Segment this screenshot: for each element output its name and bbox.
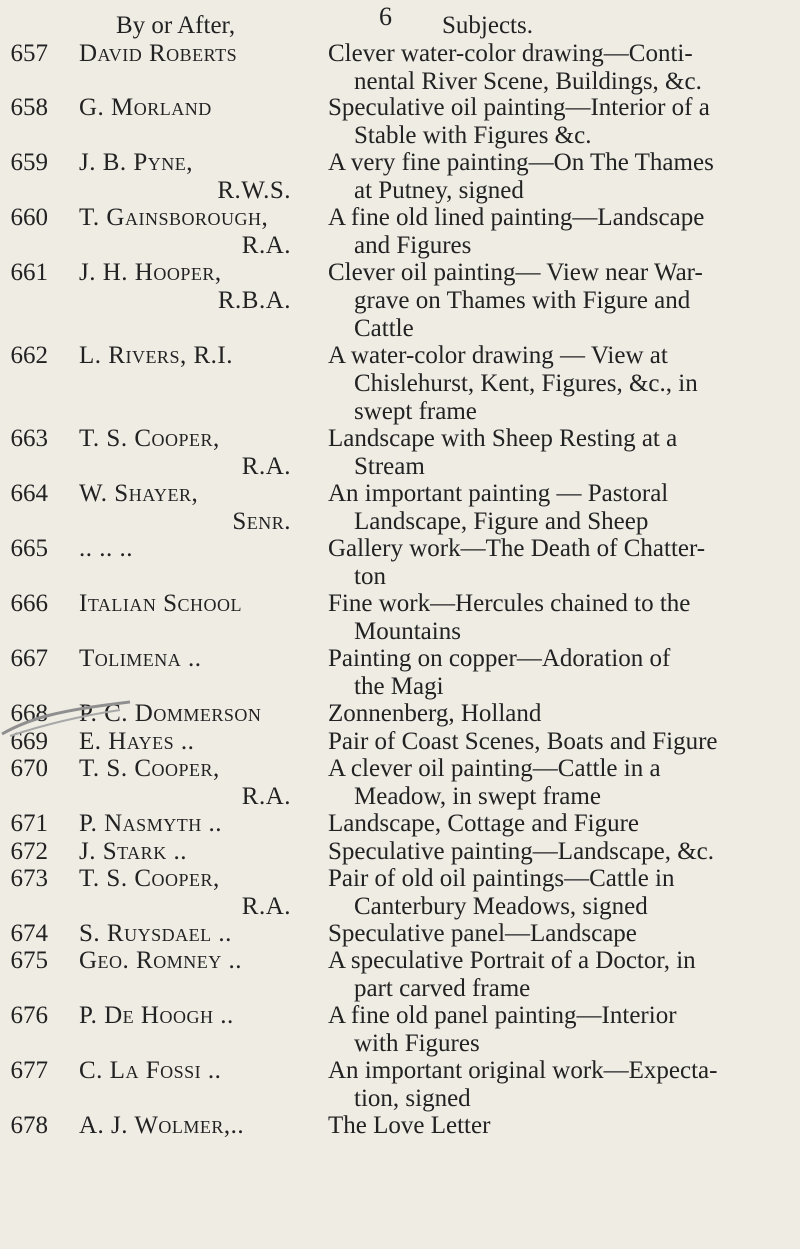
lot-number: 663 [10, 425, 48, 452]
subject-text [328, 865, 718, 921]
subject-text [328, 425, 718, 481]
subject-text [328, 1002, 718, 1058]
artist-name [79, 838, 307, 866]
artist-name [79, 149, 307, 205]
subject-line: Gallery work—The Death of Chatter- [328, 535, 706, 562]
artist-line: J. Stark .. [79, 838, 187, 865]
artist-name [79, 204, 307, 260]
subject-line: Speculative painting—Landscape, &c. [328, 838, 714, 865]
artist-name [79, 259, 307, 315]
artist-line: J. H. Hooper, [79, 259, 222, 286]
lot-number: 657 [10, 40, 48, 67]
lot-number: 665 [10, 535, 48, 562]
subject-text [328, 645, 718, 701]
subject-line: the Magi [354, 673, 444, 700]
subject-line: Meadow, in swept frame [354, 783, 601, 810]
lot-number: 659 [10, 149, 48, 176]
artist-name [79, 920, 307, 948]
subject-line: tion, signed [354, 1085, 471, 1112]
lot-number: 658 [10, 94, 48, 121]
subject-text [328, 590, 718, 646]
subject-line: Painting on copper—Adoration of [328, 645, 671, 672]
subject-line: Zonnenberg, Holland [328, 700, 542, 727]
header-by: By or After, [116, 12, 236, 39]
pencil-mark [0, 700, 140, 740]
subject-text [328, 920, 718, 948]
subject-text [328, 535, 718, 591]
lot-number: 660 [10, 204, 48, 231]
artist-line: G. Morland [79, 94, 212, 121]
subject-line: at Putney, signed [354, 177, 524, 204]
artist-name [79, 865, 307, 921]
artist-name [79, 425, 307, 481]
subject-line: nental River Scene, Buildings, &c. [354, 68, 702, 95]
artist-name [79, 535, 307, 563]
subject-line: Canterbury Meadows, signed [354, 893, 648, 920]
lot-number: 668 [10, 700, 48, 727]
artist-line: C. La Fossi .. [79, 1057, 222, 1084]
lot-number: 676 [10, 1002, 48, 1029]
subject-text [328, 342, 718, 426]
lot-number: 672 [10, 838, 48, 865]
lot-number: 677 [10, 1057, 48, 1084]
lot-number: 670 [10, 755, 48, 782]
artist-line: P. De Hoogh .. [79, 1002, 234, 1029]
lot-number: 675 [10, 947, 48, 974]
lot-number: 667 [10, 645, 48, 672]
artist-line: R.A. [241, 783, 291, 810]
artist-line: R.A. [241, 232, 291, 259]
subject-line: A speculative Portrait of a Doctor, in [328, 947, 696, 974]
subject-line: Speculative oil painting—Interior of a [328, 94, 710, 121]
lot-number: 662 [10, 342, 48, 369]
artist-name [79, 1002, 307, 1030]
lot-number: 674 [10, 920, 48, 947]
lot-number: 669 [10, 728, 48, 755]
artist-name [79, 1057, 307, 1085]
subject-line: ton [354, 563, 386, 590]
subject-line: swept frame [354, 398, 477, 425]
lot-number: 678 [10, 1112, 48, 1139]
subject-text [328, 755, 718, 811]
artist-line: Senr. [232, 508, 291, 535]
subject-line: A fine old lined painting—Landscape [328, 204, 705, 231]
subject-line: A fine old panel painting—Interior [328, 1002, 677, 1029]
subject-text [328, 947, 718, 1003]
subject-line: Pair of old oil paintings—Cattle in [328, 865, 675, 892]
subject-text [328, 1057, 718, 1113]
subject-text [328, 40, 718, 96]
subject-line: Landscape, Figure and Sheep [354, 508, 649, 535]
artist-name [79, 947, 307, 975]
artist-line: T. Gainsborough, [79, 204, 269, 231]
artist-line: E. Hayes .. [79, 728, 195, 755]
artist-line: Geo. Romney .. [79, 947, 242, 974]
subject-line: An important painting — Pastoral [328, 480, 669, 507]
subject-text [328, 838, 718, 866]
subject-line: A water-color drawing — View at [328, 342, 668, 369]
header-subjects: Subjects. [442, 12, 533, 39]
subject-line: A very fine painting—On The Thames [328, 149, 714, 176]
subject-line: grave on Thames with Figure and [354, 287, 691, 314]
subject-text [328, 810, 718, 838]
lot-number: 671 [10, 810, 48, 837]
artist-line: L. Rivers, R.I. [79, 342, 233, 369]
artist-line: Italian School [79, 590, 243, 617]
subject-text [328, 480, 718, 536]
artist-line: A. J. Wolmer,.. [79, 1112, 245, 1139]
subject-text [328, 149, 718, 205]
subject-line: Cattle [354, 315, 414, 342]
artist-line: T. S. Cooper, [79, 865, 220, 892]
subject-line: Speculative panel—Landscape [328, 920, 637, 947]
subject-line: Clever water-color drawing—Conti- [328, 40, 693, 67]
artist-line: R.A. [241, 453, 291, 480]
artist-line: W. Shayer, [79, 480, 199, 507]
subject-line: An important original work—Expecta- [328, 1057, 718, 1084]
subject-line: Stable with Figures &c. [354, 122, 592, 149]
artist-line: P. C. Dommerson [79, 700, 262, 727]
artist-line: P. Nasmyth .. [79, 810, 222, 837]
artist-name [79, 645, 307, 673]
artist-line: .. .. .. [79, 535, 133, 562]
lot-number: 666 [10, 590, 48, 617]
subject-text [328, 94, 718, 150]
subject-line: Clever oil painting— View near War- [328, 259, 703, 286]
subject-line: Landscape, Cottage and Figure [328, 810, 640, 837]
subject-line: Stream [354, 453, 425, 480]
artist-line: T. S. Cooper, [79, 755, 220, 782]
page-number: 6 [379, 2, 392, 31]
artist-name [79, 810, 307, 838]
artist-line: David Roberts [79, 40, 238, 67]
subject-text [328, 259, 718, 343]
subject-line: part carved frame [354, 975, 531, 1002]
artist-name [79, 94, 307, 122]
subject-line: Fine work—Hercules chained to the [328, 590, 691, 617]
subject-text [328, 700, 718, 728]
lot-number: 664 [10, 480, 48, 507]
subject-text [328, 1112, 718, 1140]
artist-line: R.W.S. [217, 177, 291, 204]
artist-line: S. Ruysdael .. [79, 920, 232, 947]
subject-text [328, 728, 718, 756]
subject-line: Pair of Coast Scenes, Boats and Figure [328, 728, 718, 755]
lot-number: 673 [10, 865, 48, 892]
subject-text [328, 204, 718, 260]
artist-name [79, 1112, 307, 1140]
artist-name [79, 40, 307, 68]
subject-line: A clever oil painting—Cattle in a [328, 755, 661, 782]
artist-line: T. S. Cooper, [79, 425, 220, 452]
artist-line: R.A. [241, 893, 291, 920]
artist-line: J. B. Pyne, [79, 149, 194, 176]
subject-line: with Figures [354, 1030, 480, 1057]
subject-line: and Figures [354, 232, 472, 259]
subject-line: Landscape with Sheep Resting at a [328, 425, 678, 452]
artist-name [79, 480, 307, 536]
subject-line: Chislehurst, Kent, Figures, &c., in [354, 370, 698, 397]
lot-number: 661 [10, 259, 48, 286]
subject-line: The Love Letter [328, 1112, 491, 1139]
artist-line: R.B.A. [217, 287, 291, 314]
artist-name [79, 755, 307, 811]
artist-name [79, 590, 307, 618]
artist-name [79, 342, 307, 370]
artist-line: Tolimena .. [79, 645, 202, 672]
subject-line: Mountains [354, 618, 461, 645]
